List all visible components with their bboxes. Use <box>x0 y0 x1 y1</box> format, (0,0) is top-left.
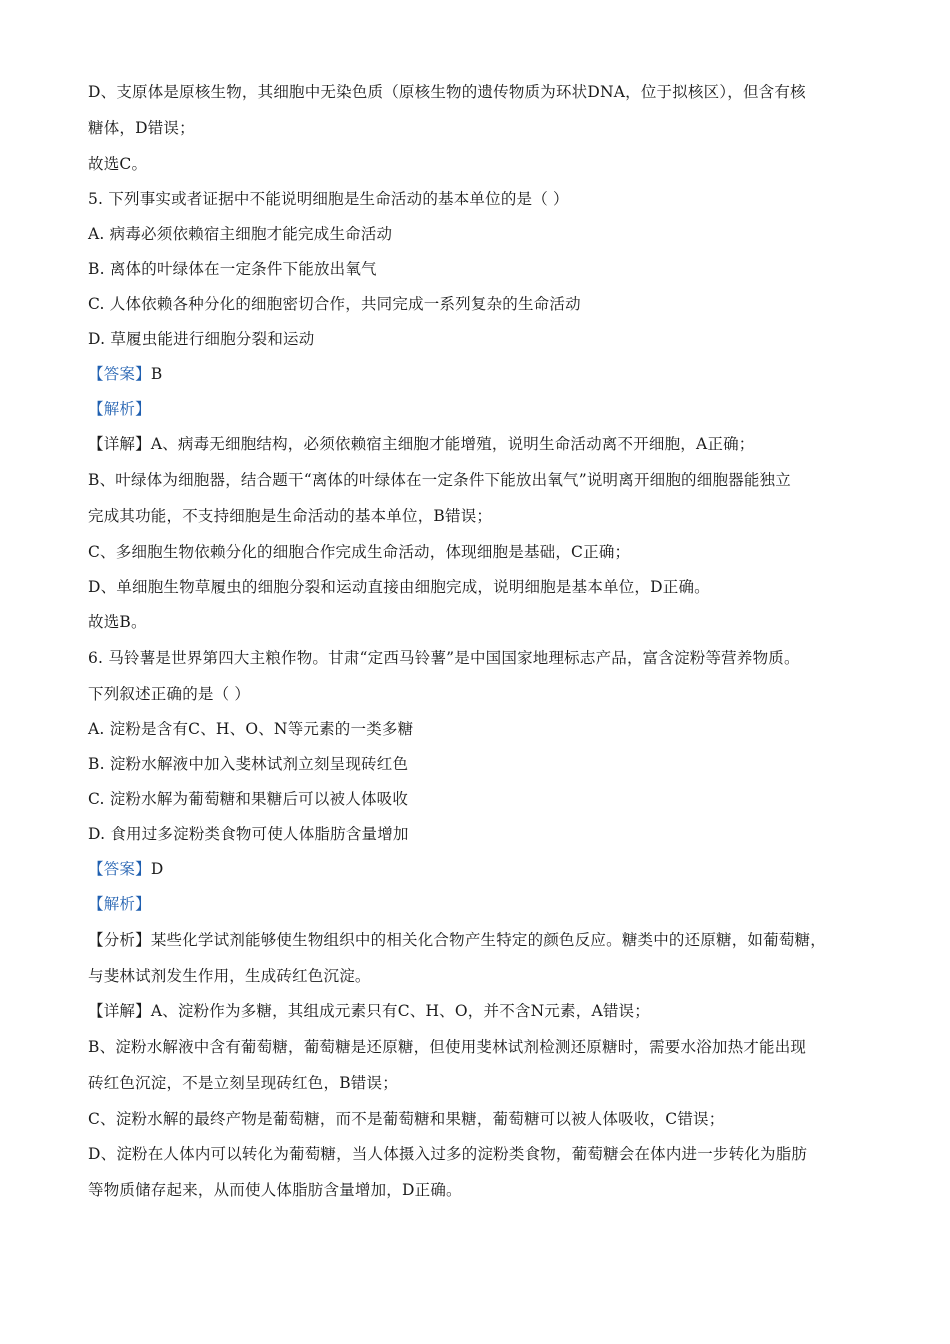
option-b: B. 离体的叶绿体在一定条件下能放出氧气 <box>88 260 377 278</box>
detail-tag: 【详解】 <box>88 435 151 453</box>
option-a: A. 淀粉是含有C、H、O、N等元素的一类多糖 <box>88 720 414 738</box>
question-stem: 6. 马铃薯是世界第四大主粮作物。甘肃“定西马铃薯”是中国国家地理标志产品，富含淀粉等营养物质。 <box>88 649 800 667</box>
analysis-sub-tag: 【分析】 <box>88 931 151 949</box>
explanation-line: 糖体，D错误； <box>88 119 195 137</box>
detail-line: 完成其功能，不支持细胞是生命活动的基本单位，B错误； <box>88 507 493 525</box>
option-b: B. 淀粉水解液中加入斐林试剂立刻呈现砖红色 <box>88 755 409 773</box>
detail-tag: 【详解】 <box>88 1002 151 1020</box>
analysis-tag: 【解析】 <box>88 400 151 418</box>
detail-line: C、多细胞生物依赖分化的细胞合作完成生命活动，体现细胞是基础，C正确； <box>88 543 631 561</box>
detail-line: D、单细胞生物草履虫的细胞分裂和运动直接由细胞完成，说明细胞是基本单位，D正确。 <box>88 578 710 596</box>
analysis-heading <box>88 399 868 419</box>
answer-line: 【答案】D <box>88 860 164 878</box>
detail-line: 【详解】A、病毒无细胞结构，必须依赖宿主细胞才能增殖，说明生命活动离不开细胞，A正确； <box>88 435 755 453</box>
detail-line: 砖红色沉淀，不是立刻呈现砖红色，B错误； <box>88 1074 398 1092</box>
detail-line: 【详解】A、淀粉作为多糖，其组成元素只有C、H、O，并不含N元素，A错误； <box>88 1002 650 1020</box>
option-a: A. 病毒必须依赖宿主细胞才能完成生命活动 <box>88 225 393 243</box>
analysis-tag: 【解析】 <box>88 895 151 913</box>
answer-line: 【答案】B <box>88 365 163 383</box>
question-stem: 下列叙述正确的是（ ） <box>88 685 251 703</box>
detail-line: D、淀粉在人体内可以转化为葡萄糖，当人体摄入过多的淀粉类食物，葡萄糖会在体内进一步转化为脂肪 <box>88 1145 808 1163</box>
answer-tag: 【答案】 <box>88 860 151 878</box>
conclusion-line: 故选B。 <box>88 613 147 631</box>
question-stem: 5. 下列事实或者证据中不能说明细胞是生命活动的基本单位的是（ ） <box>88 190 569 208</box>
analysis-heading <box>88 894 868 914</box>
detail-line: B、叶绿体为细胞器，结合题干“离体的叶绿体在一定条件下能放出氧气”说明离开细胞的细胞器能独立 <box>88 471 791 489</box>
detail-line: 等物质储存起来，从而使人体脂肪含量增加，D正确。 <box>88 1181 462 1199</box>
answer-tag: 【答案】 <box>88 365 151 383</box>
option-d: D. 食用过多淀粉类食物可使人体脂肪含量增加 <box>88 825 409 843</box>
explanation-line: D、支原体是原核生物，其细胞中无染色质（原核生物的遗传物质为环状DNA，位于拟核区），但含有核 <box>88 83 806 101</box>
option-c: C. 淀粉水解为葡萄糖和果糖后可以被人体吸收 <box>88 790 409 808</box>
detail-line: B、淀粉水解液中含有葡萄糖，葡萄糖是还原糖，但使用斐林试剂检测还原糖时，需要水浴加热才能出现 <box>88 1038 807 1056</box>
analysis-line: 与斐林试剂发生作用，生成砖红色沉淀。 <box>88 967 371 985</box>
analysis-line: 【分析】某些化学试剂能够使生物组织中的相关化合物产生特定的颜色反应。糖类中的还原糖，如葡萄糖， <box>88 931 826 949</box>
option-c: C. 人体依赖各种分化的细胞密切合作，共同完成一系列复杂的生命活动 <box>88 295 581 313</box>
conclusion-line: 故选C。 <box>88 155 148 173</box>
option-d: D. 草履虫能进行细胞分裂和运动 <box>88 330 315 348</box>
detail-line: C、淀粉水解的最终产物是葡萄糖，而不是葡萄糖和果糖，葡萄糖可以被人体吸收，C错误； <box>88 1110 725 1128</box>
